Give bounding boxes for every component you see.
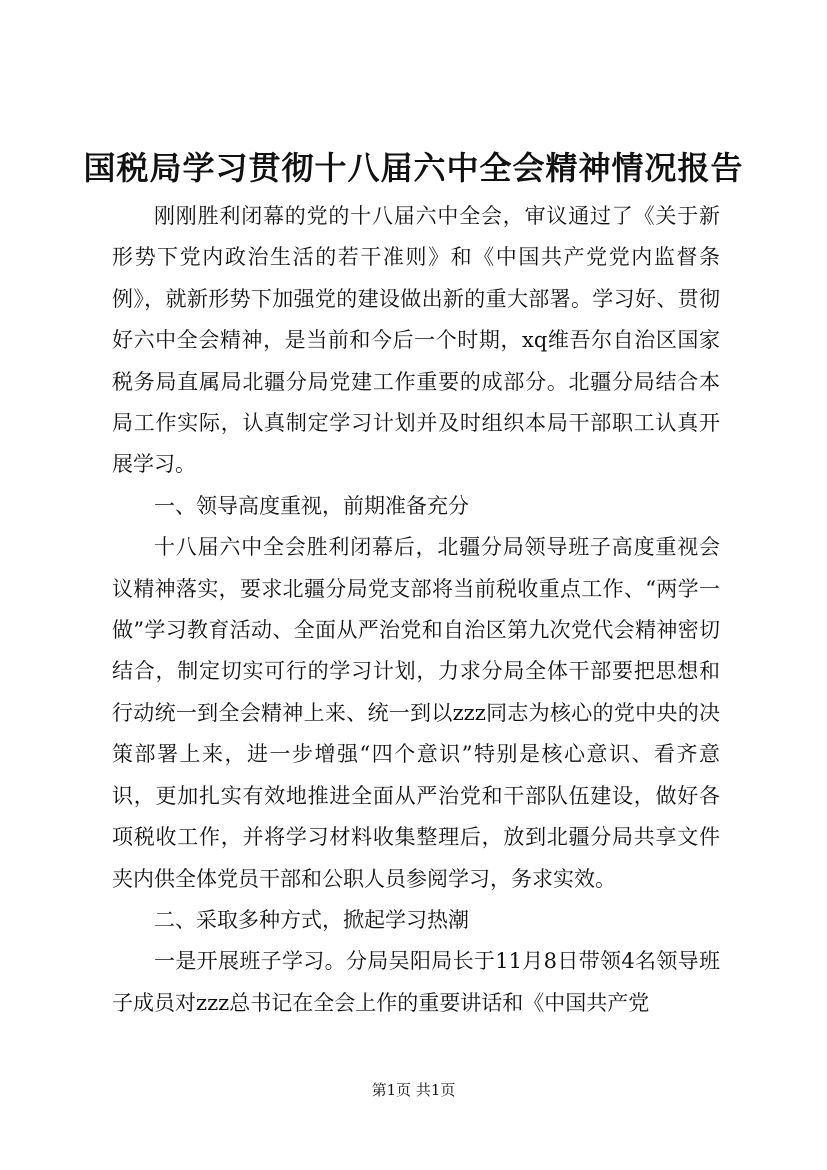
section-heading-2: 二、采取多种方式，掀起学习热潮 [154, 907, 469, 932]
section-1-paragraph: 十八届六中全会胜利闭幕后，北疆分局领导班子高度重视会议精神落实，要求北疆分局党支部将当前税收重点工作、“两学一做”学习教育活动、全面从严治党和自治区第九次党代会精神密切结合，制定切实可行的学习计划，力求分局全体干部要把思想和行动统一到全会精神上来、统一到以zzz同志为核心的党中央的决策部署上来，进一步增强“四个意识”特别是核心意识、看齐意识，更加扎实有效地推进全面从严治党和干部队伍建设，做好各项税收工作，并将学习材料收集整理后，放到北疆分局共享文件夹内供全体党员干部和公职人员参阅学习，务求实效。 [112, 535, 720, 891]
section-heading-1: 一、领导高度重视，前期准备充分 [154, 493, 469, 518]
document-body [112, 196, 720, 1024]
document-title: 国税局学习贯彻十八届六中全会精神情况报告 [83, 149, 744, 187]
section-2-paragraph: 一是开展班子学习。分局吴阳局长于11月8日带领4名领导班子成员对zzz总书记在全会上作的重要讲话和《中国共产党 [112, 949, 720, 1015]
page-footer: 第1页 共1页 [371, 1081, 456, 1099]
intro-paragraph: 刚刚胜利闭幕的党的十八届六中全会，审议通过了《关于新形势下党内政治生活的若干准则》和《中国共产党党内监督条例》，就新形势下加强党的建设做出新的重大部署。学习好、贯彻好六中全会精神，是当前和今后一个时期，xq维吾尔自治区国家税务局直属局北疆分局党建工作重要的成部分。北疆分局结合本局工作实际，认真制定学习计划并及时组织本局干部职工认真开展学习。 [112, 204, 720, 477]
